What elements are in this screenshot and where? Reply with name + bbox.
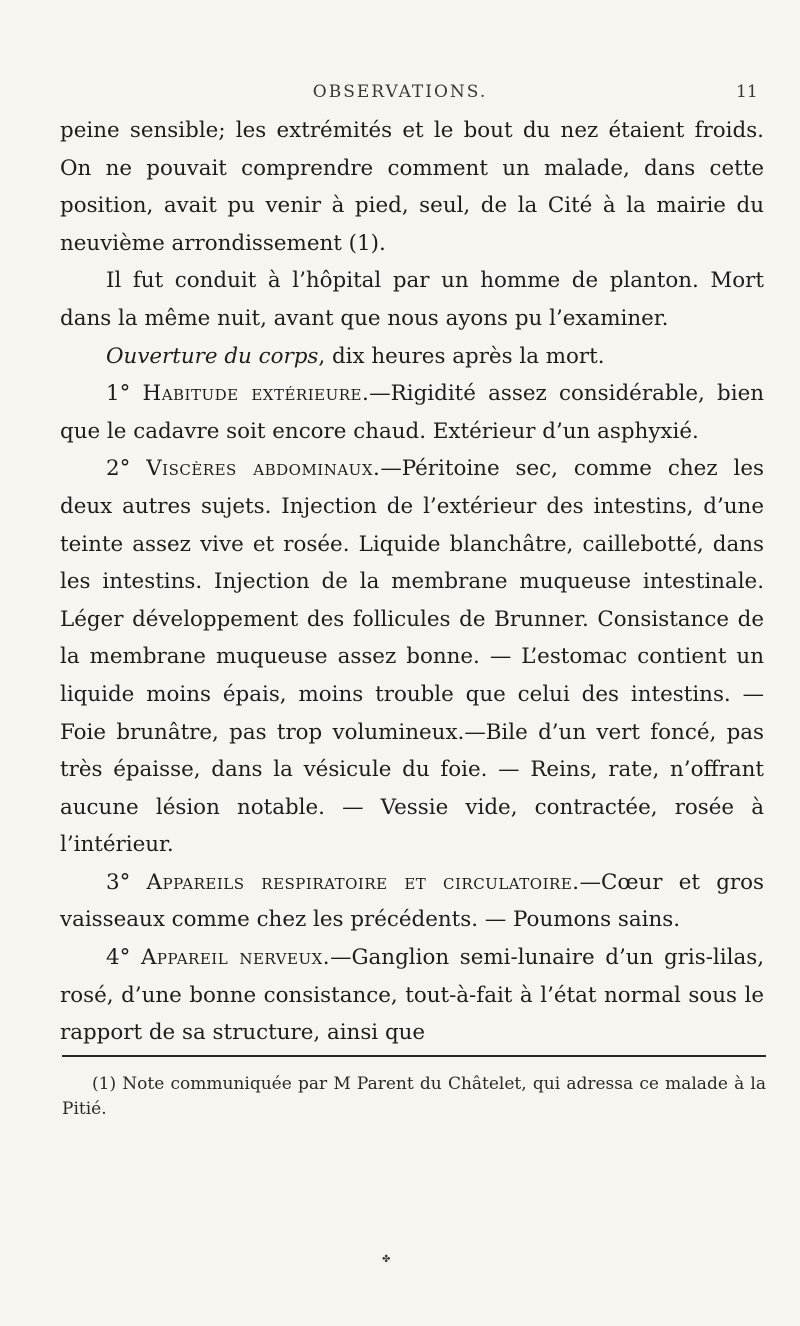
- footnote-text: (1) Note communiquée par M Parent du Châtelet, qui adressa ce malade à la Pitié.: [62, 1074, 766, 1119]
- body-text: [60, 112, 764, 1052]
- paragraph-autopsy-intro: [60, 338, 764, 376]
- page-number: 11: [736, 82, 758, 102]
- section-1-heading: Habitude extérieure.: [142, 381, 370, 407]
- section-1-number: 1°: [106, 381, 143, 407]
- paragraph-2: Il fut conduit à l’hôpital par un homme de planton. Mort dans la même nuit, avant que nous ayons pu l’examiner.: [60, 268, 764, 331]
- section-4: [60, 939, 764, 1052]
- section-3-number: 3°: [106, 869, 147, 895]
- section-4-heading: Appareil nerveux.: [140, 945, 331, 971]
- section-2-number: 2°: [106, 456, 147, 482]
- autopsy-time: , dix heures après la mort.: [318, 343, 605, 369]
- section-2: [60, 450, 764, 864]
- section-1-text: —Rigidité assez considérable, bien que le cadavre soit encore chaud. Extérieur d’un asphyxié.: [60, 381, 765, 444]
- section-1: [60, 375, 764, 450]
- running-title: OBSERVATIONS.: [312, 82, 488, 102]
- section-2-text: —Péritoine sec, comme chez les deux autres sujets. Injection de l’extérieur des intestins, d’une teinte assez vive et rosée. Liquide blanchâtre, caillebotté, dans les intestins. Injection de la membrane muqueuse intestinale. Léger développement des follicules de Brunner. Consistance de la membrane muqueuse assez bonne. — L’estomac contient un liquide moins épais, moins trouble que celui des intestins. — Foie brunâtre, pas trop volumineux.—Bile d’un vert foncé, pas très épaisse, dans la vésicule du foie. — Reins, rate, n’offrant aucune lésion notable. — Vessie vide, contractée, rosée à l’intérieur.: [60, 456, 764, 858]
- footnote: [62, 1072, 766, 1122]
- section-4-number: 4°: [106, 945, 141, 971]
- section-3-text: —Cœur et gros vaisseaux comme chez les précédents. — Poumons sains.: [60, 869, 764, 933]
- section-2-heading: Viscères abdominaux.: [146, 456, 381, 482]
- autopsy-heading: Ouverture du corps: [106, 343, 319, 369]
- section-3-heading: Appareils respiratoire et circulatoire.: [146, 869, 580, 895]
- section-4-text: —Ganglion semi-lunaire d’un gris-lilas, rosé, d’une bonne consistance, tout-à-fait à l’état normal sous le rapport de sa structure, ainsi que: [60, 945, 764, 1046]
- footnote-rule: [62, 1055, 766, 1057]
- section-3: [60, 864, 764, 939]
- running-head: [0, 82, 800, 108]
- paragraph-1: peine sensible; les extrémités et le bout du nez étaient froids. On ne pouvait comprendre comment un malade, dans cette position, avait pu venir à pied, seul, de la Cité à la mairie du neuvième arrondissement (1).: [60, 118, 764, 256]
- ornament-mark: ✤: [382, 1254, 391, 1265]
